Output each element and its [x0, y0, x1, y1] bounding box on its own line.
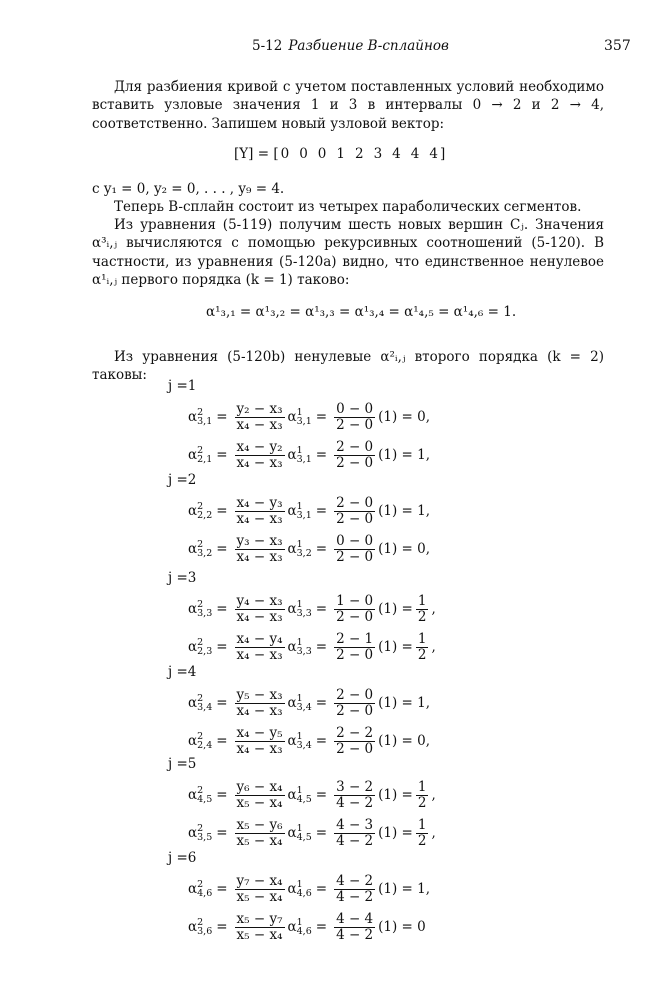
- numerator: 2 − 0: [336, 687, 374, 703]
- equals-sign: =: [315, 409, 328, 425]
- alpha-indices: [297, 786, 312, 804]
- alpha-order: 1: [296, 693, 303, 704]
- numerator: y₇ − x₄: [236, 873, 283, 889]
- denominator: 2 − 0: [336, 609, 374, 625]
- equation-end: ,: [431, 639, 436, 655]
- alpha-indices: [197, 446, 212, 464]
- equation-end: ,: [431, 787, 436, 803]
- numerator: 2 − 0: [336, 495, 374, 511]
- alpha-indices: [297, 918, 312, 936]
- equals-sign: =: [315, 919, 328, 935]
- denominator: 2 − 0: [336, 511, 374, 527]
- equation-tail: (1) = 1,: [378, 503, 431, 519]
- alpha-symbol: α 1 4,5: [287, 823, 312, 843]
- knot-vector-items: [279, 146, 440, 162]
- knot-value: 0: [280, 146, 290, 162]
- alpha-order: 1: [296, 539, 303, 550]
- alpha-order: 2: [197, 879, 204, 890]
- denominator: 2 − 0: [336, 455, 374, 471]
- equation-tail: (1) =: [378, 601, 413, 617]
- alpha-symbol: α 2 3,3: [188, 599, 213, 619]
- alpha-index: 3,2: [296, 548, 312, 559]
- denominator: x₅ − x₄: [236, 889, 283, 905]
- j-label: j =1: [168, 378, 197, 394]
- fraction: [334, 818, 375, 849]
- fraction: [416, 780, 429, 811]
- equals-sign: =: [315, 695, 328, 711]
- equals-sign: =: [216, 919, 228, 935]
- alpha-indices: [197, 408, 212, 426]
- denominator: 4 − 2: [336, 927, 374, 943]
- alpha-symbol: α 2 3,1: [188, 407, 213, 427]
- denominator: x₄ − x₃: [236, 741, 283, 757]
- knot-value: 3: [373, 146, 383, 162]
- equals-sign: =: [216, 639, 228, 655]
- alpha-order: 1: [296, 917, 303, 928]
- knot-vector-close: ]: [439, 146, 446, 162]
- equals-sign: =: [216, 503, 228, 519]
- denominator: 2 − 0: [336, 741, 374, 757]
- numerator: 1: [417, 779, 427, 795]
- alpha-symbol: α 1 3,3: [287, 599, 312, 619]
- alpha-order: 2: [197, 823, 204, 834]
- numerator: 1: [417, 631, 427, 647]
- alpha-index: 4,5: [296, 794, 312, 805]
- alpha-index: 4,6: [296, 926, 312, 937]
- equation-tail: (1) = 1,: [378, 881, 431, 897]
- alpha-symbol: α 1 3,3: [287, 637, 312, 657]
- fraction: [334, 440, 375, 471]
- numerator: x₄ − y₂: [236, 439, 283, 455]
- alpha-indices: [297, 540, 312, 558]
- equals-sign: =: [315, 787, 328, 803]
- alpha-order: 2: [197, 501, 204, 512]
- alpha-index: 3,2: [197, 548, 213, 559]
- equals-sign: =: [216, 601, 228, 617]
- alpha-indices: [297, 408, 312, 426]
- numerator: x₅ − y₇: [236, 911, 283, 927]
- knot-value: 2: [354, 146, 364, 162]
- denominator: x₄ − x₃: [236, 455, 283, 471]
- alpha-symbol: α 2 2,3: [188, 637, 213, 657]
- alpha-order: 2: [197, 407, 204, 418]
- numerator: 4 − 2: [336, 873, 374, 889]
- fraction: [334, 874, 375, 905]
- denominator: x₄ − x₃: [236, 511, 283, 527]
- numerator: 1: [417, 593, 427, 609]
- fraction: [235, 440, 285, 471]
- alpha-order: 2: [197, 917, 204, 928]
- alpha-index: 4,6: [296, 888, 312, 899]
- alpha-index: 3,1: [197, 416, 213, 427]
- fraction: [235, 402, 285, 433]
- knot-value: 4: [392, 146, 401, 162]
- alpha-indices: [297, 824, 312, 842]
- alpha-symbol: α 1 4,6: [287, 917, 312, 937]
- fraction: [334, 496, 375, 527]
- denominator: 2: [417, 795, 427, 811]
- equation-end: ,: [431, 601, 436, 617]
- alpha-indices: [297, 880, 312, 898]
- denominator: 2 − 0: [336, 417, 374, 433]
- fraction: [235, 534, 285, 565]
- alpha-equation: [188, 780, 436, 811]
- fraction: [416, 632, 429, 663]
- alpha-index: 3,4: [197, 702, 213, 713]
- alpha-symbol: α 1 4,5: [287, 785, 312, 805]
- denominator: x₅ − x₄: [236, 795, 283, 811]
- numerator: 2 − 2: [336, 725, 374, 741]
- alpha-order: 1: [296, 445, 303, 456]
- alpha-index: 3,6: [197, 926, 213, 937]
- alpha-index: 2,3: [197, 646, 213, 657]
- equals-sign: =: [315, 601, 328, 617]
- alpha-index: 4,6: [197, 888, 213, 899]
- alpha-order: 2: [197, 445, 204, 456]
- denominator: 2 − 0: [336, 647, 374, 663]
- alpha-order: 1: [296, 407, 303, 418]
- alpha-symbol: α 2 4,5: [188, 785, 213, 805]
- denominator: 2 − 0: [336, 549, 374, 565]
- alpha-index: 3,1: [296, 510, 312, 521]
- alpha-symbol: α 2 3,2: [188, 539, 213, 559]
- fraction: [235, 726, 285, 757]
- alpha-indices: [197, 638, 212, 656]
- running-head: [252, 38, 449, 54]
- alpha-index: 2,4: [197, 740, 213, 751]
- numerator: y₂ − x₃: [236, 401, 283, 417]
- paragraph-second-order: Из уравнения (5-120b) ненулевые α²ᵢ,ⱼ второго порядка (k = 2) таковы:: [92, 349, 604, 384]
- numerator: x₄ − y₅: [236, 725, 283, 741]
- alpha-order: 1: [296, 731, 303, 742]
- denominator: 2: [417, 647, 427, 663]
- alpha-indices: [297, 600, 312, 618]
- denominator: x₄ − x₃: [236, 647, 283, 663]
- alpha-index: 3,5: [197, 832, 213, 843]
- alpha-indices: [297, 694, 312, 712]
- equals-sign: =: [315, 503, 328, 519]
- equals-sign: =: [216, 695, 228, 711]
- alpha-symbol: α 1 3,2: [287, 539, 312, 559]
- numerator: y₃ − x₃: [236, 533, 283, 549]
- knot-vector-equation: [234, 146, 445, 162]
- alpha-symbol: α 2 2,2: [188, 501, 213, 521]
- fraction: [235, 874, 285, 905]
- alpha-indices: [297, 446, 312, 464]
- alpha-index: 3,3: [296, 646, 312, 657]
- alpha-first-order-equation: α¹₃,₁ = α¹₃,₂ = α¹₃,₃ = α¹₃,₄ = α¹₄,₅ = α¹₄,₆ = 1.: [206, 304, 517, 320]
- page-number: 357: [604, 38, 631, 54]
- equals-sign: =: [216, 787, 228, 803]
- knot-value: 0: [317, 146, 327, 162]
- alpha-equation: [188, 594, 436, 625]
- alpha-index: 3,1: [296, 454, 312, 465]
- alpha-symbol: α 1 3,1: [287, 407, 312, 427]
- alpha-index: 4,5: [197, 794, 213, 805]
- equation-tail: (1) = 0,: [378, 733, 431, 749]
- alpha-index: 3,3: [296, 608, 312, 619]
- denominator: x₄ − x₃: [236, 609, 283, 625]
- alpha-indices: [197, 732, 212, 750]
- alpha-index: 2,1: [197, 454, 213, 465]
- fraction: [334, 534, 375, 565]
- alpha-symbol: α 2 3,4: [188, 693, 213, 713]
- fraction: [235, 912, 285, 943]
- paragraph-segments: Теперь B-сплайн состоит из четырех параболических сегментов.: [114, 199, 582, 215]
- equation-tail: (1) = 0: [378, 919, 426, 935]
- alpha-equation: [188, 534, 430, 565]
- numerator: x₄ − y₃: [236, 495, 283, 511]
- alpha-indices: [297, 732, 312, 750]
- running-header: [0, 38, 666, 58]
- fraction: [334, 402, 375, 433]
- fraction: [334, 688, 375, 719]
- alpha-symbol: α 2 3,6: [188, 917, 213, 937]
- alpha-equation: [188, 912, 426, 943]
- equation-tail: (1) =: [378, 825, 413, 841]
- alpha-symbol: α 1 3,1: [287, 445, 312, 465]
- numerator: 4 − 4: [336, 911, 374, 927]
- alpha-equation: [188, 874, 430, 905]
- alpha-order: 1: [296, 501, 303, 512]
- j-label: j =4: [168, 664, 197, 680]
- equals-sign: =: [315, 447, 328, 463]
- equals-sign: =: [315, 541, 328, 557]
- alpha-indices: [197, 786, 212, 804]
- equation-tail: (1) = 1,: [378, 447, 431, 463]
- alpha-order: 1: [296, 879, 303, 890]
- numerator: 4 − 3: [336, 817, 374, 833]
- alpha-equation: [188, 818, 436, 849]
- j-label: j =3: [168, 570, 197, 586]
- alpha-order: 1: [296, 637, 303, 648]
- alpha-indices: [297, 638, 312, 656]
- alpha-index: 4,5: [296, 832, 312, 843]
- fraction: [334, 632, 375, 663]
- numerator: 2 − 0: [336, 439, 374, 455]
- alpha-order: 2: [197, 731, 204, 742]
- equals-sign: =: [216, 733, 228, 749]
- equals-sign: =: [216, 409, 228, 425]
- alpha-indices: [197, 824, 212, 842]
- alpha-order: 2: [197, 785, 204, 796]
- equation-tail: (1) =: [378, 787, 413, 803]
- denominator: x₄ − x₃: [236, 703, 283, 719]
- alpha-indices: [197, 918, 212, 936]
- denominator: x₅ − x₄: [236, 927, 283, 943]
- denominator: x₄ − x₃: [236, 549, 283, 565]
- knot-value: 4: [410, 146, 420, 162]
- alpha-symbol: α 1 4,6: [287, 879, 312, 899]
- alpha-order: 2: [197, 599, 204, 610]
- fraction: [416, 818, 429, 849]
- alpha-indices: [197, 694, 212, 712]
- fraction: [416, 594, 429, 625]
- paragraph-intro: Для разбиения кривой с учетом поставленных условий необходимо вставить узловые значения 1 и 3 в интервалы 0 → 2 и 2 → 4, соответственно. Запишем новый узловой вектор:: [92, 79, 604, 132]
- knot-value: 0: [299, 146, 308, 162]
- alpha-index: 3,4: [296, 740, 312, 751]
- fraction: [334, 780, 375, 811]
- equation-tail: (1) = 0,: [378, 409, 431, 425]
- equals-sign: =: [216, 881, 228, 897]
- alpha-order: 2: [197, 693, 204, 704]
- fraction: [235, 594, 285, 625]
- alpha-index: 3,4: [296, 702, 312, 713]
- denominator: x₅ − x₄: [236, 833, 283, 849]
- alpha-index: 3,3: [197, 608, 213, 619]
- numerator: y₄ − x₃: [236, 593, 283, 609]
- denominator: 2: [417, 833, 427, 849]
- equals-sign: =: [315, 881, 328, 897]
- denominator: 4 − 2: [336, 889, 374, 905]
- knot-values-line: с y₁ = 0, y₂ = 0, . . . , y₉ = 4.: [92, 181, 285, 197]
- alpha-order: 1: [296, 823, 303, 834]
- alpha-symbol: α 2 2,1: [188, 445, 213, 465]
- alpha-order: 1: [296, 599, 303, 610]
- denominator: x₄ − x₃: [236, 417, 283, 433]
- alpha-symbol: α 2 3,5: [188, 823, 213, 843]
- numerator: 0 − 0: [336, 533, 374, 549]
- alpha-indices: [197, 880, 212, 898]
- knot-vector-lhs: [Y] = [: [234, 146, 279, 162]
- equation-end: ,: [431, 825, 436, 841]
- alpha-equation: [188, 726, 430, 757]
- alpha-indices: [197, 600, 212, 618]
- knot-value: 1: [336, 146, 345, 162]
- alpha-symbol: α 2 2,4: [188, 731, 213, 751]
- numerator: 3 − 2: [336, 779, 374, 795]
- fraction: [334, 912, 375, 943]
- alpha-indices: [197, 540, 212, 558]
- alpha-equation: [188, 440, 430, 471]
- alpha-order: 2: [197, 637, 204, 648]
- alpha-symbol: α 1 3,4: [287, 693, 312, 713]
- equals-sign: =: [315, 825, 328, 841]
- fraction: [235, 688, 285, 719]
- alpha-order: 1: [296, 785, 303, 796]
- section-title: Разбиение B-сплайнов: [288, 38, 449, 54]
- numerator: y₆ − x₄: [236, 779, 283, 795]
- numerator: y₅ − x₃: [236, 687, 283, 703]
- alpha-symbol: α 1 3,4: [287, 731, 312, 751]
- knot-value: 4: [429, 146, 438, 162]
- denominator: 4 − 2: [336, 833, 374, 849]
- alpha-index: 3,1: [296, 416, 312, 427]
- alpha-equation: [188, 632, 436, 663]
- numerator: 1 − 0: [336, 593, 374, 609]
- alpha-equation: [188, 496, 430, 527]
- numerator: 1: [417, 817, 427, 833]
- equals-sign: =: [315, 639, 328, 655]
- equation-tail: (1) = 0,: [378, 541, 431, 557]
- alpha-symbol: α 1 3,1: [287, 501, 312, 521]
- fraction: [235, 632, 285, 663]
- equals-sign: =: [216, 447, 228, 463]
- equation-tail: (1) =: [378, 639, 413, 655]
- numerator: 2 − 1: [336, 631, 374, 647]
- equals-sign: =: [315, 733, 328, 749]
- alpha-indices: [297, 502, 312, 520]
- numerator: x₅ − y₆: [236, 817, 283, 833]
- j-label: j =5: [168, 756, 197, 772]
- paragraph-recursion: Из уравнения (5-119) получим шесть новых вершин Cⱼ. Значения α³ᵢ,ⱼ вычисляются с помощью рекурсивных соотношений (5-120). В частности, из уравнения (5-120a) видно, что единственное ненулевое α¹ᵢ,ⱼ первого порядка (k = 1) таково:: [92, 217, 604, 289]
- equals-sign: =: [216, 825, 228, 841]
- alpha-indices: [197, 502, 212, 520]
- j-label: j =6: [168, 850, 197, 866]
- fraction: [334, 726, 375, 757]
- fraction: [235, 780, 285, 811]
- equals-sign: =: [216, 541, 228, 557]
- alpha-order: 2: [197, 539, 204, 550]
- section-number: 5-12: [252, 38, 283, 54]
- fraction: [235, 496, 285, 527]
- equation-tail: (1) = 1,: [378, 695, 431, 711]
- alpha-symbol: α 2 4,6: [188, 879, 213, 899]
- denominator: 2: [417, 609, 427, 625]
- fraction: [334, 594, 375, 625]
- alpha-equation: [188, 402, 430, 433]
- fraction: [235, 818, 285, 849]
- j-label: j =2: [168, 472, 197, 488]
- numerator: x₄ − y₄: [236, 631, 283, 647]
- denominator: 2 − 0: [336, 703, 374, 719]
- numerator: 0 − 0: [336, 401, 374, 417]
- alpha-index: 2,2: [197, 510, 213, 521]
- denominator: 4 − 2: [336, 795, 374, 811]
- alpha-equation: [188, 688, 430, 719]
